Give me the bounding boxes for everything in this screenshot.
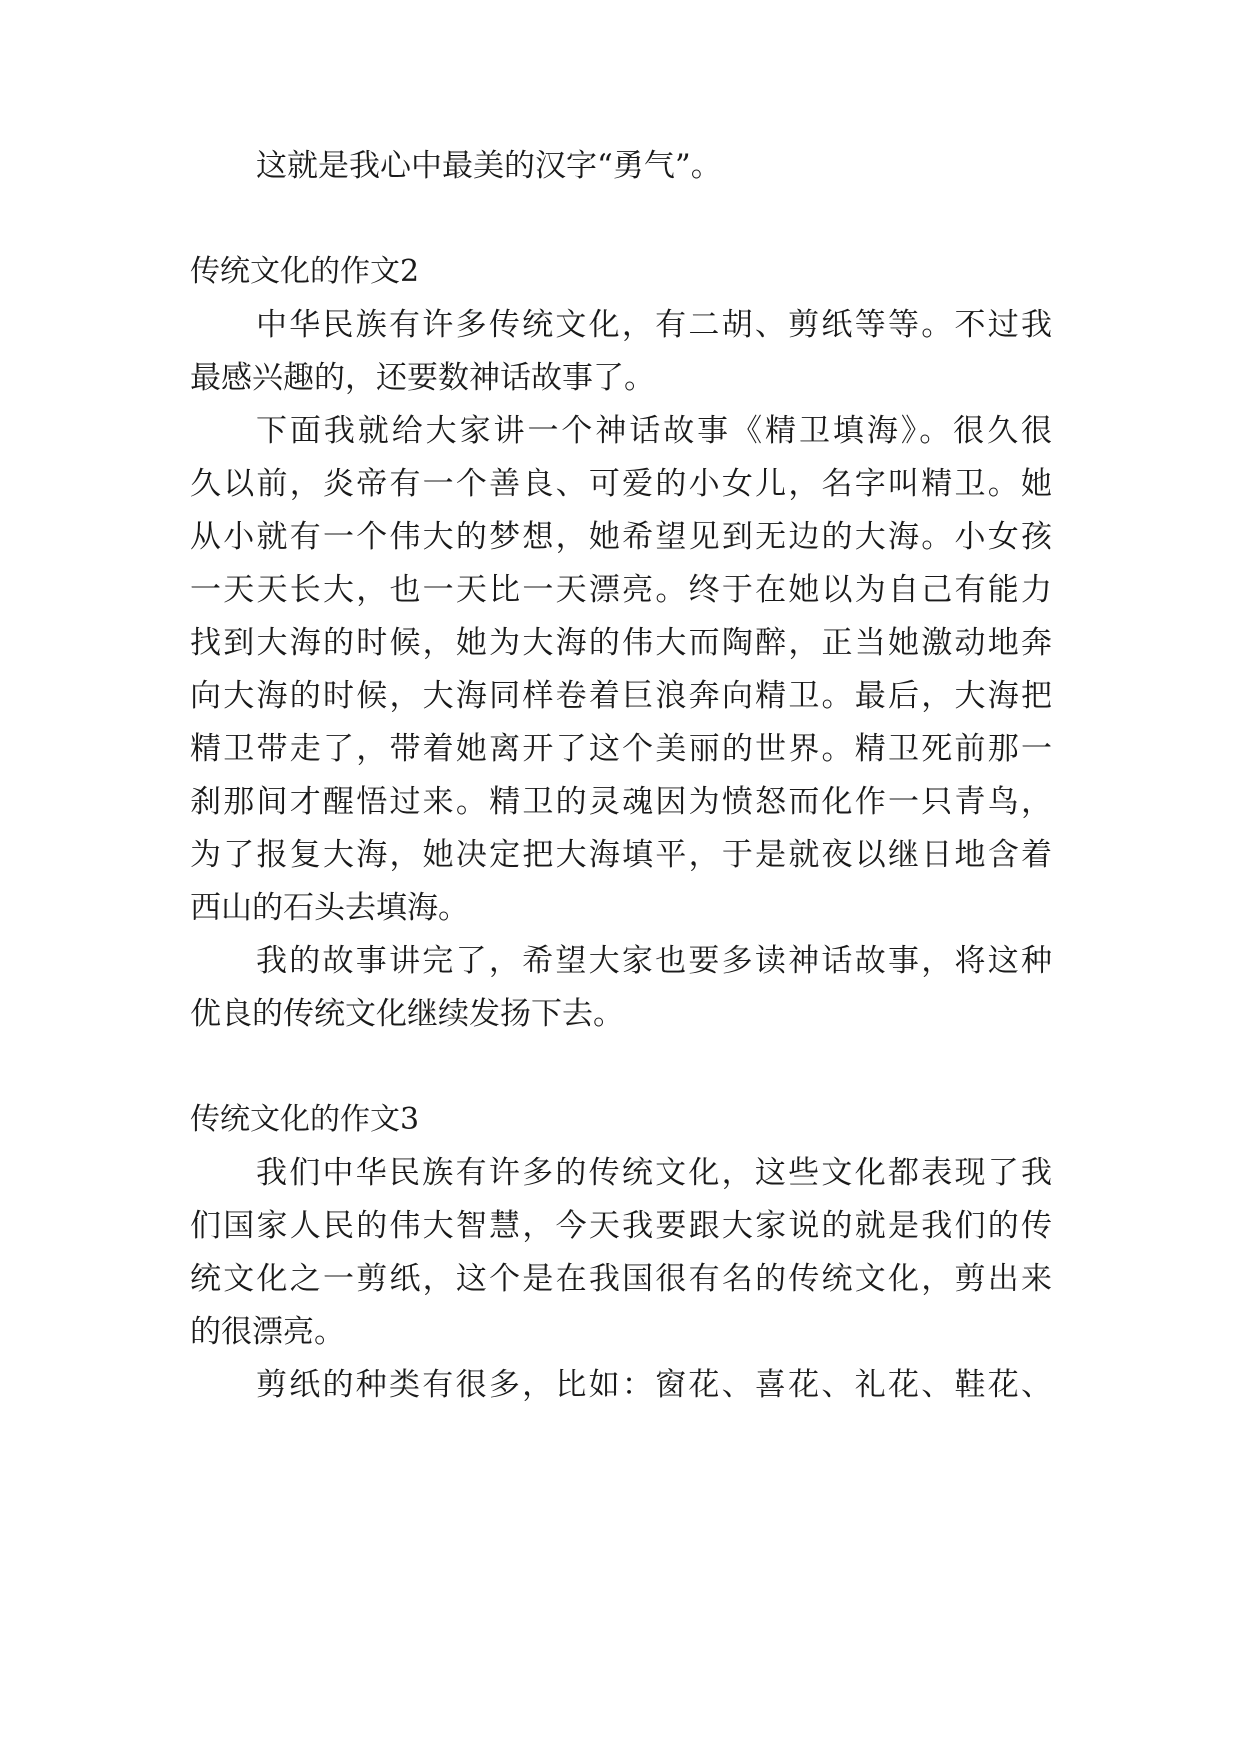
text-line: 我们中华民族有许多的传统文化，这些文化都表现了我 [256,1155,1052,1191]
text-line: 剪纸的种类有很多，比如：窗花、喜花、礼花、鞋花、 [256,1367,1052,1403]
text-line: 久以前，炎帝有一个善良、可爱的小女儿，名字叫精卫。她 [190,466,1052,502]
text-line: 下面我就给大家讲一个神话故事《精卫填海》。很久很 [256,413,1052,449]
text-line: 最感兴趣的，还要数神话故事了。 [190,360,655,396]
text-line: 找到大海的时候，她为大海的伟大而陶醉，正当她激动地奔 [190,625,1052,661]
text-line: 从小就有一个伟大的梦想，她希望见到无边的大海。小女孩 [190,519,1052,555]
text-line: 精卫带走了，带着她离开了这个美丽的世界。精卫死前那一 [190,731,1052,767]
text-line: 刹那间才醒悟过来。精卫的灵魂因为愤怒而化作一只青鸟， [190,784,1052,820]
text-line: 的很漂亮。 [190,1314,345,1350]
text-line: 向大海的时候，大海同样卷着巨浪奔向精卫。最后，大海把 [190,678,1052,714]
closing-line: 这就是我心中最美的汉字“勇气”。 [256,148,722,184]
essay-2-heading: 传统文化的作文2 [190,254,420,289]
text-line: 统文化之一剪纸，这个是在我国很有名的传统文化，剪出来 [190,1261,1052,1297]
text-line: 我的故事讲完了，希望大家也要多读神话故事，将这种 [256,943,1052,979]
text-line: 西山的石头去填海。 [190,890,469,926]
text-line: 中华民族有许多传统文化，有二胡、剪纸等等。不过我 [256,307,1052,343]
text-line: 为了报复大海，她决定把大海填平，于是就夜以继日地含着 [190,837,1052,873]
essay-3-heading: 传统文化的作文3 [190,1102,420,1137]
text-line: 优良的传统文化继续发扬下去。 [190,996,624,1032]
text-line: 一天天长大，也一天比一天漂亮。终于在她以为自己有能力 [190,572,1052,608]
text-line: 们国家人民的伟大智慧，今天我要跟大家说的就是我们的传 [190,1208,1052,1244]
